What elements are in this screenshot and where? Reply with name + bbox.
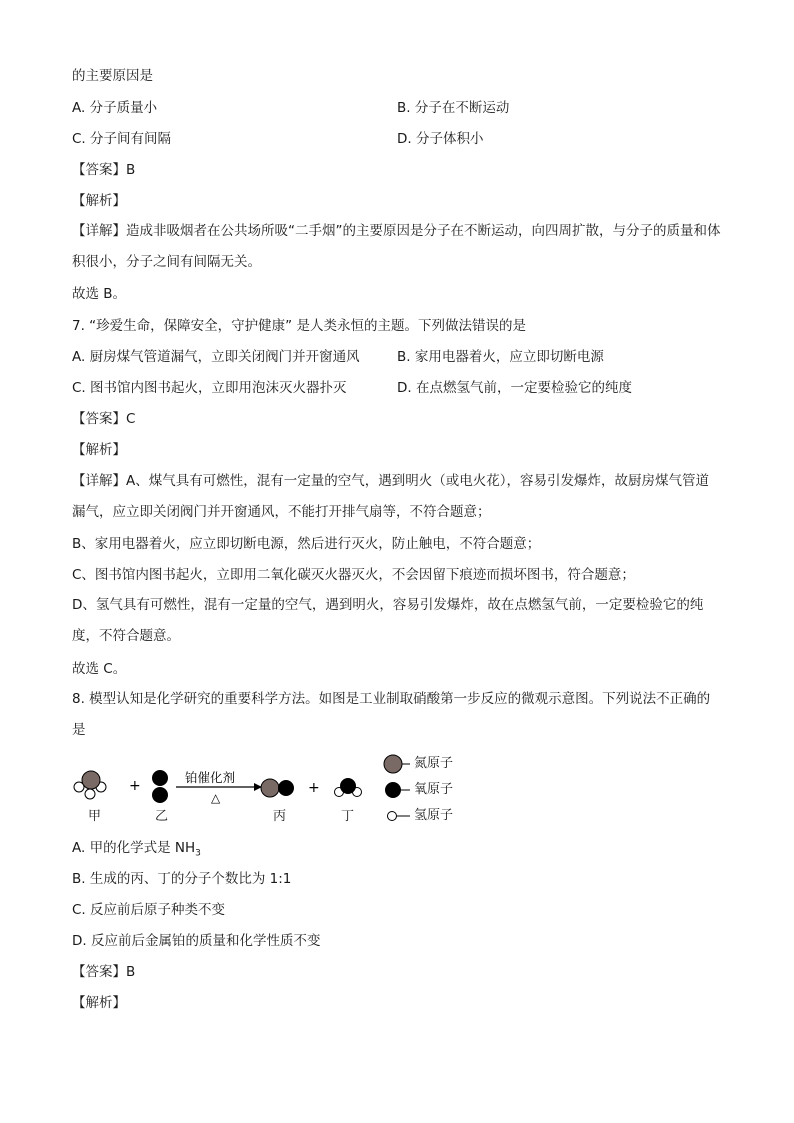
oxygen-atom [152,787,168,803]
catalyst-label: 铂催化剂 [185,770,236,785]
q7-detail-a: 【详解】A、煤气具有可燃性，混有一定量的空气，遇到明火（或电火花），容易引发爆炸，故厨房煤气管道漏气，应立即关闭阀门并开窗通风，不能打开排气扇等，不符合题意； [72,473,709,520]
q7-detail-c: C、图书馆内图书起火，立即用二氧化碳灭火器灭火，不会因留下痕迹而损坏图书，符合题意； [72,567,635,583]
q7-option-d: D. 在点燃氢气前，一定要检验它的纯度 [397,380,632,396]
plus-sign-2: + [308,780,320,796]
legend [384,755,410,821]
q8-option-a-subscript: 3 [195,848,201,859]
q7-detail-b: B、家用电器着火，应立即切断电源，然后进行灭火，防止触电，不符合题意； [72,536,541,552]
q8-answer: 【答案】B [72,964,136,980]
label-ding: 丁 [341,809,355,824]
reaction-diagram [70,752,470,832]
q6-option-b: B. 分子在不断运动 [397,100,510,116]
q6-answer: 【答案】B [72,162,136,178]
molecule-yi [152,770,168,803]
q7-answer: 【答案】C [72,411,136,427]
q6-detail: 【详解】造成非吸烟者在公共场所吸“二手烟”的主要原因是分子在不断运动，向四周扩散，与分子的质量和体积很小，分子之间有间隔无关。 [72,223,721,270]
oxygen-atom [340,778,356,794]
q7-detail-d: D、氢气具有可燃性，混有一定量的空气，遇到明火，容易引发爆炸，故在点燃氢气前，一定要检验它的纯度，不符合题意。 [72,597,704,644]
nitrogen-atom [261,779,279,797]
q7-conclusion: 故选 C。 [72,661,127,677]
q6-analysis-label: 【解析】 [72,193,126,209]
legend-nitrogen-icon [384,755,402,773]
q8-analysis-label: 【解析】 [72,995,126,1011]
q7-analysis-label: 【解析】 [72,442,126,458]
molecule-ding [335,778,362,797]
q6-option-c: C. 分子间有间隔 [72,131,172,147]
q8-option-c: C. 反应前后原子种类不变 [72,902,226,918]
molecule-bing [261,779,294,797]
hydrogen-atom [85,789,95,799]
q6-option-d: D. 分子体积小 [397,131,484,147]
legend-hydrogen-icon [388,812,397,821]
oxygen-atom [152,770,168,786]
legend-oxygen-label: 氧原子 [414,782,454,797]
q7-option-c: C. 图书馆内图书起火，立即用泡沫灭火器扑灭 [72,380,347,396]
oxygen-atom [278,780,294,796]
legend-nitrogen-label: 氮原子 [414,756,454,771]
q6-option-a: A. 分子质量小 [72,100,158,116]
q7-stem: 7. “珍爱生命，保障安全，守护健康” 是人类永恒的主题。下列做法错误的是 [72,318,526,334]
nitrogen-atom [82,771,100,789]
label-bing: 丙 [273,809,287,824]
q8-stem: 8. 模型认知是化学研究的重要科学方法。如图是工业制取硝酸第一步反应的微观示意图。下列说法不正确的是 [72,691,711,738]
legend-oxygen-icon [385,782,401,798]
heat-symbol: △ [211,791,221,805]
q6-stem-tail: 的主要原因是 [72,68,153,84]
label-yi: 乙 [155,809,169,824]
legend-hydrogen-label: 氢原子 [414,808,454,823]
q6-conclusion: 故选 B。 [72,286,127,302]
q8-option-d: D. 反应前后金属铂的质量和化学性质不变 [72,933,321,949]
q7-option-b: B. 家用电器着火，应立即切断电源 [397,349,604,365]
q8-option-b: B. 生成的丙、丁的分子个数比为 1:1 [72,871,292,887]
molecule-jia [74,771,106,799]
q8-option-a-text: A. 甲的化学式是 NH [72,840,196,856]
q7-option-a: A. 厨房煤气管道漏气，立即关闭阀门并开窗通风 [72,349,360,365]
reaction-diagram-svg [70,752,470,832]
plus-sign-1: + [129,778,141,794]
label-jia: 甲 [88,809,102,824]
q8-option-a [72,838,201,864]
